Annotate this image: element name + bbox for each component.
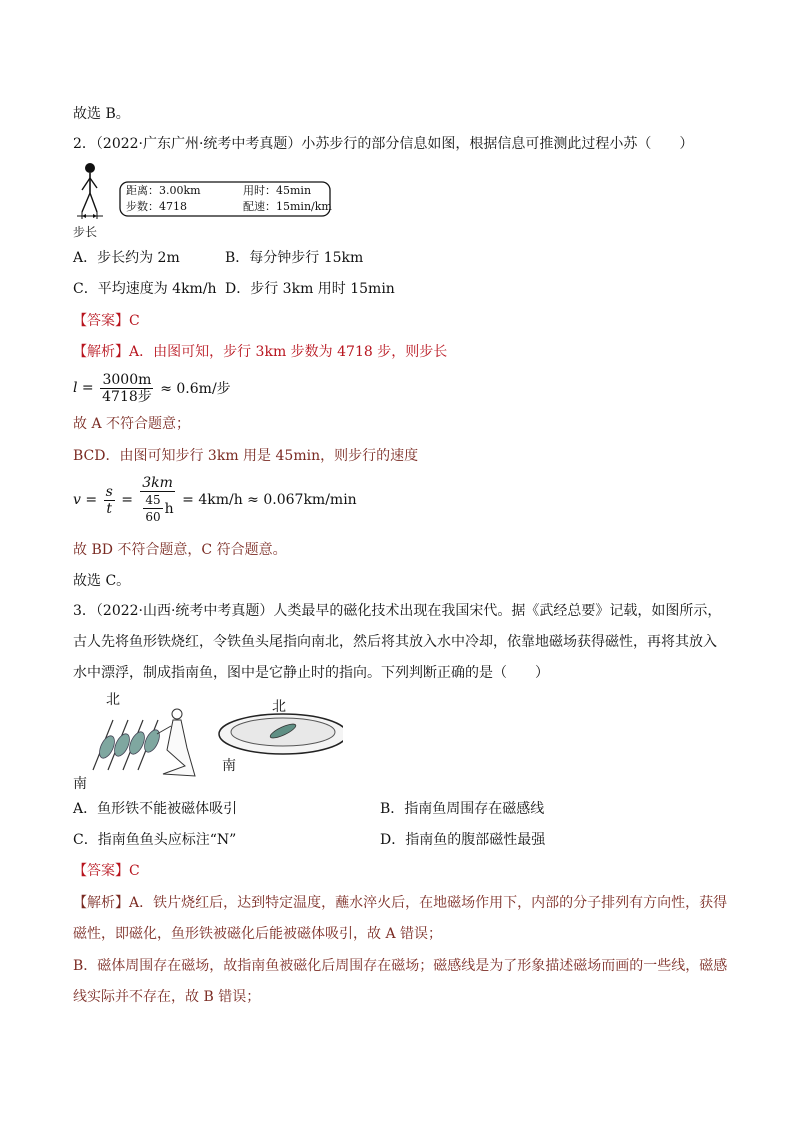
option-a: A．鱼形铁不能被磁体吸引 [73, 801, 238, 817]
inner-denominator: 60 [145, 510, 161, 524]
iron-fish-illustration [93, 709, 195, 776]
hour-unit: h [164, 500, 174, 517]
analysis-line1: 【解析】A．铁片烧红后，达到特定温度，蘸水淬火后，在地磁场作用下，内部的分子排列有方向性，获得 [73, 895, 728, 911]
option-c: C．指南鱼鱼头应标注“N” [73, 832, 237, 848]
fraction [104, 484, 115, 517]
speed-formula: v = $\frac{s}{t}$ = 3km $\frac{45}{60}$ h = 4km/h ≈ 0.067km/min [73, 475, 357, 524]
conclusion-a: 故 A 不符合题意； [73, 416, 191, 432]
select-c: 故选 C。 [73, 573, 131, 589]
option-a: A．步长约为 2m [73, 250, 180, 266]
north-label-left: 北 [106, 692, 120, 708]
option-d: D．指南鱼的腹部磁性最强 [380, 832, 546, 848]
question-3-line3: 水中漂浮，制成指南鱼，图中是它静止时的指向。下列判断正确的是（ ） [73, 665, 549, 681]
fraction-numerator: 3000m [102, 371, 152, 388]
fraction [100, 372, 154, 405]
step-length-label: 步长 [73, 225, 98, 239]
answer-label: 【答案】C [73, 863, 140, 879]
question-2: 2．（2022·广东广州·统考中考真题）小苏步行的部分信息如图，根据信息可推测此过程小苏（ ） [73, 136, 694, 152]
answer-label: 【答案】C [73, 313, 140, 329]
option-b: B．指南鱼周围存在磁感线 [380, 801, 545, 817]
compass-bowl-illustration [219, 714, 343, 754]
option-c: C．平均速度为 4km/h [73, 281, 217, 297]
steps-text: 步数：4718 [126, 200, 187, 213]
formula-variable: v [73, 492, 81, 508]
time-text: 用时：45min [243, 184, 312, 197]
fraction [139, 475, 175, 525]
question-3-line1: 3．（2022·山西·统考中考真题）人类最早的磁化技术出现在我国宋代。据《武经总要》记载，如图所示， [73, 603, 722, 619]
analysis-line4: 线实际并不存在，故 B 错误； [73, 989, 261, 1005]
south-label-right: 南 [222, 758, 236, 774]
fraction-denominator: 4718步 [102, 388, 152, 405]
option-d: D．步行 3km 用时 15min [225, 281, 395, 297]
analysis-a: 【解析】A．由图可知，步行 3km 步数为 4718 步，则步长 [73, 344, 448, 360]
walker-icon [77, 163, 103, 219]
step-length-formula: l = $\frac{3000m}{\text{4718步}}$ ≈ 0.6m/步 [73, 371, 231, 405]
fraction-numerator: s [105, 483, 113, 500]
formula-result: ≈ 0.6m/步 [160, 381, 231, 397]
analysis-line2: 磁性，即磁化，鱼形铁被磁化后能被磁体吸引，故 A 错误； [73, 926, 443, 942]
north-label-right: 北 [272, 699, 286, 715]
fraction-denominator [139, 492, 175, 525]
formula-result: = 4km/h ≈ 0.067km/min [182, 492, 357, 508]
formula-variable: l [73, 380, 78, 396]
inner-fraction [143, 492, 162, 525]
analysis-bcd: BCD．由图可知步行 3km 用是 45min，则步行的速度 [73, 448, 419, 464]
distance-text: 距离：3.00km [126, 184, 201, 197]
fraction-denominator: t [106, 500, 112, 517]
text-line: 故选 B。 [73, 106, 130, 122]
south-label-left: 南 [73, 776, 87, 792]
fraction-numerator: 3km [142, 475, 173, 491]
conclusion-bd: 故 BD 不符合题意，C 符合题意。 [73, 542, 287, 558]
question-3-line2: 古人先将鱼形铁烧红，令铁鱼头尾指向南北，然后将其放入水中冷却，依靠地磁场获得磁性，再将其放入 [73, 634, 717, 650]
pace-text: 配速：15min/km [243, 200, 332, 213]
analysis-line3: B．磁体周围存在磁场，故指南鱼被磁化后周围存在磁场；磁感线是为了形象描述磁场而画的一些线，磁感 [73, 958, 728, 974]
inner-numerator: 45 [145, 493, 161, 507]
option-b: B．每分钟步行 15km [225, 250, 364, 266]
